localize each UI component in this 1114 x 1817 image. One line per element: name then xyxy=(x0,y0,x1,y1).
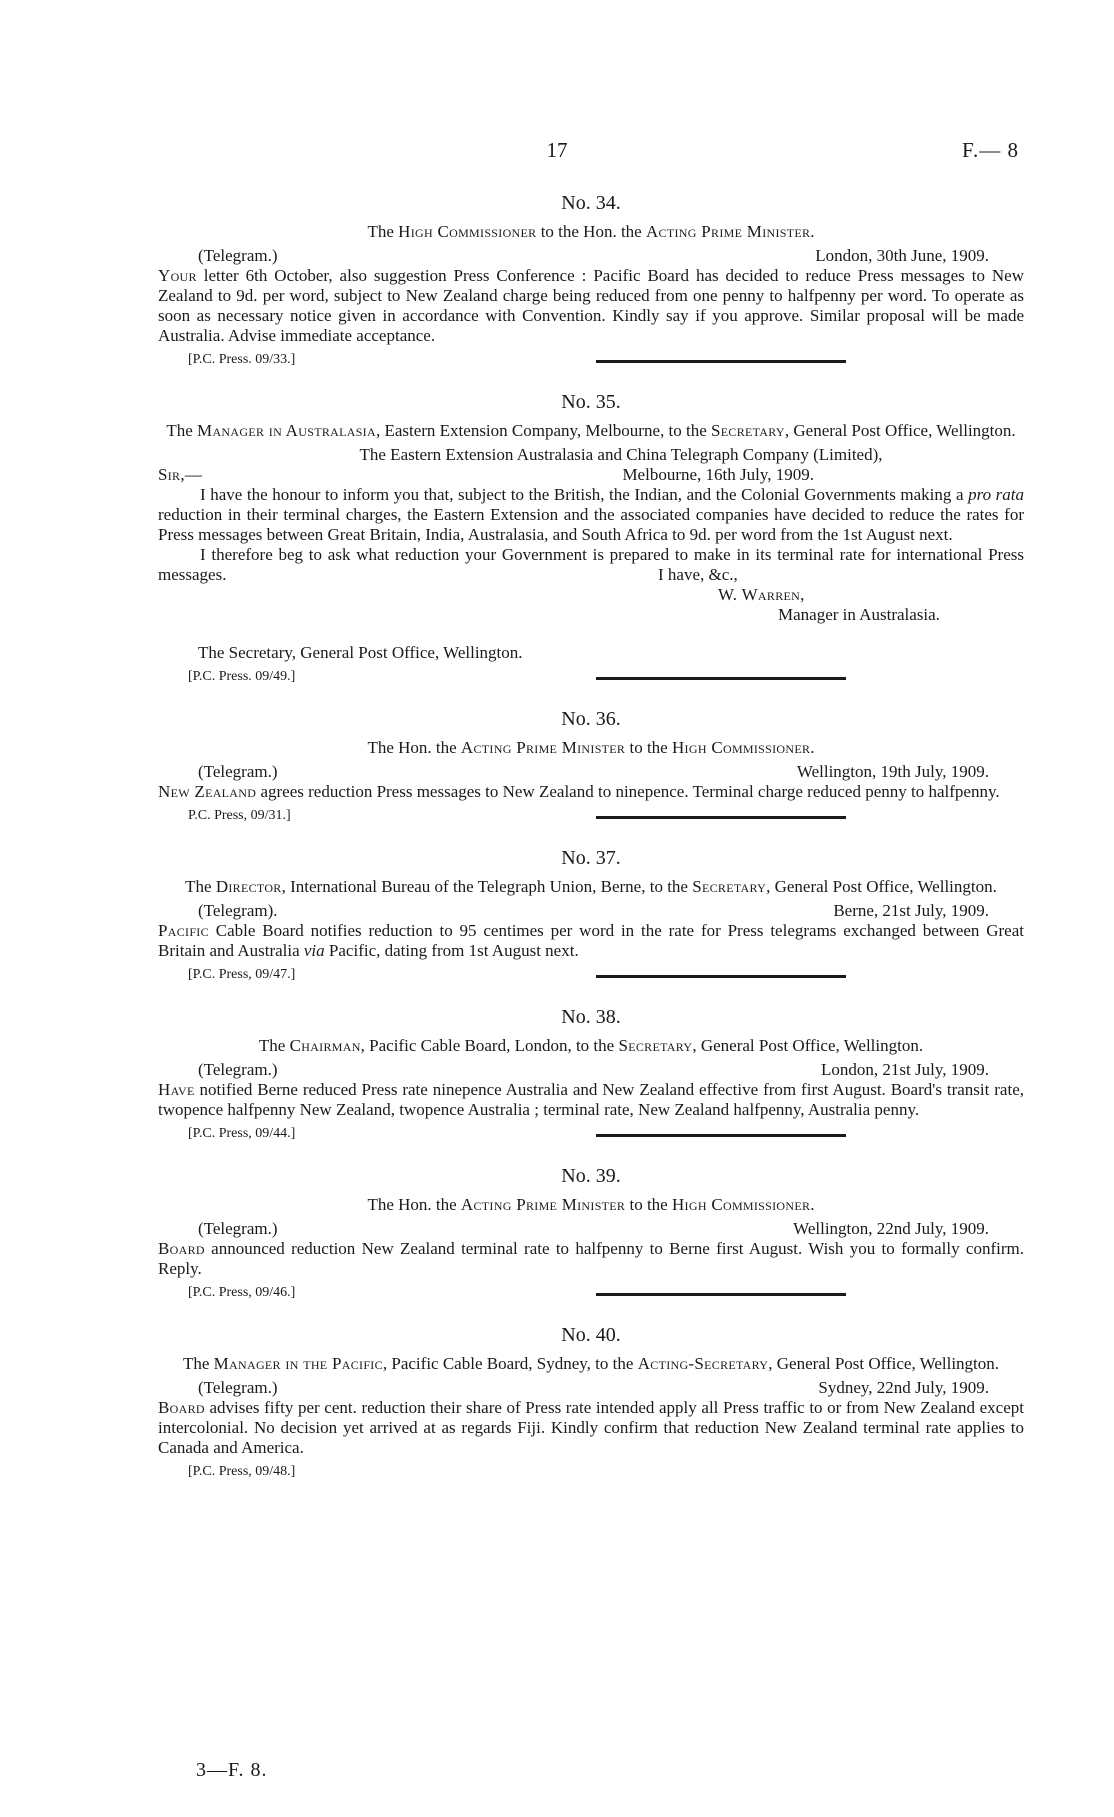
italic-word: via xyxy=(303,941,325,960)
telegram-label: (Telegram.) xyxy=(198,1219,278,1238)
telegram-line xyxy=(158,901,1024,921)
lead-word: Pacific xyxy=(158,921,209,940)
heading-recipient: Secretary xyxy=(711,421,785,440)
heading-sender: Acting Prime Minister xyxy=(460,1195,626,1214)
body-text: Pacific, dating from 1st August next. xyxy=(324,941,579,960)
lead-word: Board xyxy=(158,1398,205,1417)
heading-text: , General Post Office, Wellington. xyxy=(692,1036,924,1055)
telegram-line xyxy=(158,1060,1024,1080)
telegram-body xyxy=(158,266,1024,346)
place-date: Berne, 21st July, 1909. xyxy=(833,901,989,920)
heading-sender: Manager in the Pacific xyxy=(213,1354,383,1373)
telegram-line xyxy=(158,1378,1024,1398)
section-divider xyxy=(596,816,846,819)
place-date: Melbourne, 16th July, 1909. xyxy=(622,465,814,484)
lead-word: Have xyxy=(158,1080,195,1099)
file-reference: [P.C. Press, 09/44.] xyxy=(188,1126,296,1141)
salutation: Sir,— xyxy=(158,465,203,484)
body-text: agrees reduction Press messages to New Zealand to ninepence. Terminal charge reduced penny to halfpenny. xyxy=(256,782,1000,801)
heading-text: The xyxy=(166,421,198,440)
paragraph-text: reduction in their terminal charges, the Eastern Extension and the associated companies have decided to reduce the rates for Press messages between Great Britain, India, Australasia, and South Africa to 9d. per word from the 1st August next. xyxy=(158,505,1024,544)
lead-word: New Zealand xyxy=(158,782,257,801)
heading-text: to the xyxy=(625,738,672,757)
salutation-line xyxy=(158,465,1024,485)
telegram-body xyxy=(158,1080,1024,1120)
heading-text: to the Hon. the xyxy=(536,222,646,241)
heading-recipient: Secretary xyxy=(692,877,767,896)
signature-title: Manager in Australasia. xyxy=(778,605,940,624)
telegram-label: (Telegram.) xyxy=(198,762,278,781)
section-divider xyxy=(596,1134,846,1137)
telegram-body xyxy=(158,1239,1024,1279)
letter-paragraph xyxy=(158,485,1024,545)
document-heading xyxy=(158,1195,1024,1215)
document-number: No. 36. xyxy=(561,708,621,730)
file-reference: [P.C. Press, 09/46.] xyxy=(188,1285,296,1300)
place-date: London, 30th June, 1909. xyxy=(815,246,989,265)
heading-sender: Acting Prime Minister xyxy=(460,738,626,757)
file-reference: [P.C. Press, 09/47.] xyxy=(188,967,296,982)
section-divider xyxy=(596,1293,846,1296)
signature-name: W. Warren, xyxy=(718,585,805,604)
document-no-34 xyxy=(158,192,1024,367)
file-reference: [P.C. Press, 09/48.] xyxy=(188,1464,296,1479)
file-reference: [P.C. Press. 09/49.] xyxy=(188,669,296,684)
letter-paragraph: I therefore beg to ask what reduction your Government is prepared to make in its terminal rate for international Press messages. xyxy=(158,545,1024,584)
heading-text: . xyxy=(810,1195,815,1214)
document-number: No. 34. xyxy=(561,192,621,214)
telegram-line xyxy=(158,1219,1024,1239)
document-heading xyxy=(158,877,1024,897)
heading-sender: High Commissioner xyxy=(398,222,537,241)
heading-text: The xyxy=(182,1354,214,1373)
document-no-39 xyxy=(158,1165,1024,1300)
body-text: announced reduction New Zealand terminal rate to halfpenny to Berne first August. Wish you to formally confirm. Reply. xyxy=(158,1239,1024,1278)
heading-text: , Pacific Cable Board, London, to the xyxy=(360,1036,619,1055)
document-heading xyxy=(158,421,1024,441)
document-heading xyxy=(158,1036,1024,1056)
heading-recipient: Secretary xyxy=(618,1036,693,1055)
company-name: The Eastern Extension Australasia and China Telegraph Company (Limited), xyxy=(359,445,883,464)
document-no-35 xyxy=(158,391,1024,684)
heading-text: The xyxy=(258,1036,290,1055)
lead-word: Board xyxy=(158,1239,205,1258)
section-divider xyxy=(596,975,846,978)
heading-text: , International Bureau of the Telegraph Union, Berne, to the xyxy=(281,877,693,896)
telegram-body xyxy=(158,921,1024,961)
page-number: 17 xyxy=(546,138,568,162)
paragraph-text: I have the honour to inform you that, subject to the British, the Indian, and the Colonial Governments making a xyxy=(200,485,969,504)
place-date: Wellington, 19th July, 1909. xyxy=(796,762,989,781)
heading-sender: Chairman xyxy=(289,1036,361,1055)
document-number: No. 40. xyxy=(561,1324,621,1346)
heading-sender: Manager in Australasia xyxy=(197,421,376,440)
telegram-label: (Telegram). xyxy=(198,901,278,920)
document-body xyxy=(158,192,1024,1482)
document-no-40 xyxy=(158,1324,1024,1482)
heading-text: to the xyxy=(625,1195,672,1214)
addressee: The Secretary, General Post Office, Wellington. xyxy=(198,643,523,662)
telegram-body xyxy=(158,782,1024,802)
place-date: London, 21st July, 1909. xyxy=(821,1060,989,1079)
heading-text: The xyxy=(185,877,216,896)
document-number: No. 38. xyxy=(561,1006,621,1028)
closing: I have, &c., xyxy=(658,565,738,584)
body-text: notified Berne reduced Press rate ninepence Australia and New Zealand effective from first August. Board's transit rate, twopence halfpenny New Zealand, twopence Australia ; terminal rate, New Zealand halfpenny, Australia penny. xyxy=(158,1080,1024,1119)
place-date: Sydney, 22nd July, 1909. xyxy=(818,1378,989,1397)
heading-text: The xyxy=(367,222,399,241)
body-text: letter 6th October, also suggestion Press Conference : Pacific Board has decided to reduce Press messages to New Zealand to 9d. per word, subject to New Zealand charge being reduced from one penny to halfpenny per word. To operate as soon as necessary notice given in accordance with Convention. Kindly say if you approve. Similar proposal will be made Australia. Advise immediate acceptance. xyxy=(158,266,1024,345)
heading-text: . xyxy=(810,222,815,241)
telegram-label: (Telegram.) xyxy=(198,1378,278,1397)
document-heading xyxy=(158,738,1024,758)
document-no-38 xyxy=(158,1006,1024,1141)
heading-text: . xyxy=(810,738,815,757)
section-divider xyxy=(596,677,846,680)
heading-text: , Eastern Extension Company, Melbourne, to the xyxy=(375,421,711,440)
file-reference: P.C. Press, 09/31.] xyxy=(188,808,291,823)
telegram-label: (Telegram.) xyxy=(198,246,278,265)
italic-phrase: pro rata xyxy=(968,485,1024,504)
heading-text: The Hon. the xyxy=(367,1195,461,1214)
body-text: advises fifty per cent. reduction their share of Press rate intended apply all Press traffic to or from New Zealand except intercolonial. No decision yet arrived at as regards Fiji. Kindly confirm that reduction New Zealand terminal rate applies to Canada and America. xyxy=(158,1398,1024,1457)
heading-text: The Hon. the xyxy=(367,738,461,757)
document-no-37 xyxy=(158,847,1024,982)
page-code: F.— 8 xyxy=(962,138,1019,162)
heading-sender: Director xyxy=(215,877,282,896)
document-number: No. 39. xyxy=(561,1165,621,1187)
heading-text: , General Post Office, Wellington. xyxy=(784,421,1016,440)
document-number: No. 37. xyxy=(561,847,621,869)
lead-word: Your xyxy=(158,266,197,285)
folio-mark: 3—F. 8. xyxy=(196,1759,268,1781)
heading-recipient: Acting Prime Minister xyxy=(645,222,811,241)
telegram-label: (Telegram.) xyxy=(198,1060,278,1079)
section-divider xyxy=(596,360,846,363)
document-heading xyxy=(158,1354,1024,1374)
telegram-line xyxy=(158,246,1024,266)
telegram-line xyxy=(158,762,1024,782)
place-date: Wellington, 22nd July, 1909. xyxy=(793,1219,989,1238)
heading-text: , General Post Office, Wellington. xyxy=(768,1354,1000,1373)
document-number: No. 35. xyxy=(561,391,621,413)
heading-recipient: Acting-Secretary xyxy=(637,1354,769,1373)
file-reference: [P.C. Press. 09/33.] xyxy=(188,352,296,367)
heading-recipient: High Commissioner xyxy=(671,1195,811,1214)
heading-recipient: High Commissioner xyxy=(671,738,811,757)
heading-text: , General Post Office, Wellington. xyxy=(766,877,997,896)
body-text: Cable Board notifies reduction to 95 centimes per word in the rate for Press telegrams exchanged between Great Britain and Australia xyxy=(158,921,1024,960)
document-no-36 xyxy=(158,708,1024,823)
telegram-body xyxy=(158,1398,1024,1458)
heading-text: , Pacific Cable Board, Sydney, to the xyxy=(382,1354,638,1373)
document-heading xyxy=(158,222,1024,242)
